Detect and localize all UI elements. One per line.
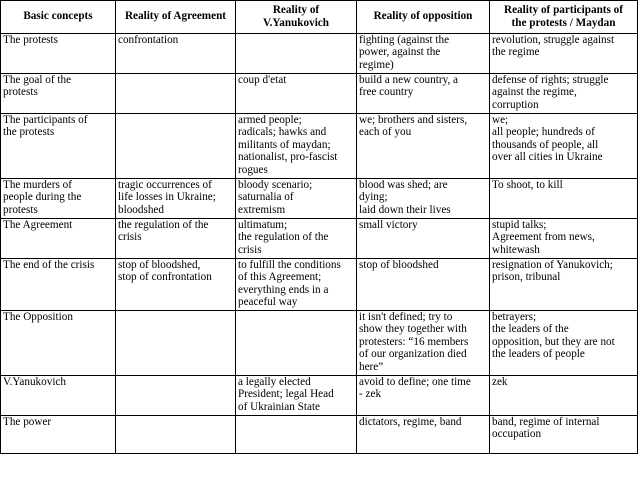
cell-concept: The Agreement <box>1 219 116 259</box>
cell-yanukovich <box>236 34 357 74</box>
header-reality-of-opposition: Reality of opposition <box>357 1 490 34</box>
cell-agreement <box>116 74 236 114</box>
cell-maydan: revolution, struggle against the regime <box>490 34 638 74</box>
cell-maydan: zek <box>490 376 638 416</box>
cell-concept: The end of the crisis <box>1 259 116 311</box>
table-row <box>1 259 638 311</box>
cell-concept: V.Yanukovich <box>1 376 116 416</box>
cell-yanukovich: coup d'etat <box>236 74 357 114</box>
table-row <box>1 219 638 259</box>
cell-agreement <box>116 311 236 376</box>
cell-yanukovich: armed people; radicals; hawks and militants of maydan; nationalist, pro-fascist rogues <box>236 114 357 179</box>
header-basic-concepts: Basic concepts <box>1 1 116 34</box>
table-row <box>1 34 638 74</box>
table-row <box>1 74 638 114</box>
cell-opposition: fighting (against the power, against the regime) <box>357 34 490 74</box>
cell-agreement <box>116 114 236 179</box>
table-row <box>1 311 638 376</box>
cell-agreement: stop of bloodshed, stop of confrontation <box>116 259 236 311</box>
cell-maydan: we; all people; hundreds of thousands of people, all over all cities in Ukraine <box>490 114 638 179</box>
cell-yanukovich: a legally elected President; legal Head of Ukrainian State <box>236 376 357 416</box>
cell-opposition: avoid to define; one time - zek <box>357 376 490 416</box>
cell-opposition: we; brothers and sisters, each of you <box>357 114 490 179</box>
header-reality-of-maydan: Reality of participants of the protests / Maydan <box>490 1 638 34</box>
cell-opposition: build a new country, a free country <box>357 74 490 114</box>
header-row <box>1 1 638 34</box>
cell-yanukovich <box>236 311 357 376</box>
header-reality-of-yanukovich: Reality of V.Yanukovich <box>236 1 357 34</box>
cell-maydan: defense of rights; struggle against the regime, corruption <box>490 74 638 114</box>
cell-agreement: the regulation of the crisis <box>116 219 236 259</box>
cell-concept: The murders of people during the protests <box>1 179 116 219</box>
table-row <box>1 179 638 219</box>
table-row <box>1 114 638 179</box>
cell-concept: The goal of the protests <box>1 74 116 114</box>
cell-agreement: tragic occurrences of life losses in Ukraine; bloodshed <box>116 179 236 219</box>
cell-maydan: stupid talks; Agreement from news, whitewash <box>490 219 638 259</box>
header-reality-of-agreement: Reality of Agreement <box>116 1 236 34</box>
cell-yanukovich: bloody scenario; saturnalia of extremism <box>236 179 357 219</box>
cell-concept: The protests <box>1 34 116 74</box>
table-row <box>1 376 638 416</box>
cell-maydan: resignation of Yanukovich; prison, tribunal <box>490 259 638 311</box>
cell-yanukovich: ultimatum; the regulation of the crisis <box>236 219 357 259</box>
cell-yanukovich <box>236 416 357 454</box>
cell-opposition: blood was shed; are dying; laid down their lives <box>357 179 490 219</box>
cell-agreement <box>116 376 236 416</box>
cell-opposition: stop of bloodshed <box>357 259 490 311</box>
cell-concept: The power <box>1 416 116 454</box>
cell-agreement <box>116 416 236 454</box>
cell-yanukovich: to fulfill the conditions of this Agreement; everything ends in a peaceful way <box>236 259 357 311</box>
cell-maydan: betrayers; the leaders of the opposition, but they are not the leaders of people <box>490 311 638 376</box>
cell-concept: The Opposition <box>1 311 116 376</box>
cell-maydan: band, regime of internal occupation <box>490 416 638 454</box>
cell-opposition: dictators, regime, band <box>357 416 490 454</box>
cell-agreement: confrontation <box>116 34 236 74</box>
table-row <box>1 416 638 454</box>
cell-concept: The participants of the protests <box>1 114 116 179</box>
cell-opposition: small victory <box>357 219 490 259</box>
cell-maydan: To shoot, to kill <box>490 179 638 219</box>
cell-opposition: it isn't defined; try to show they together with protesters: “16 members of our organization died here” <box>357 311 490 376</box>
